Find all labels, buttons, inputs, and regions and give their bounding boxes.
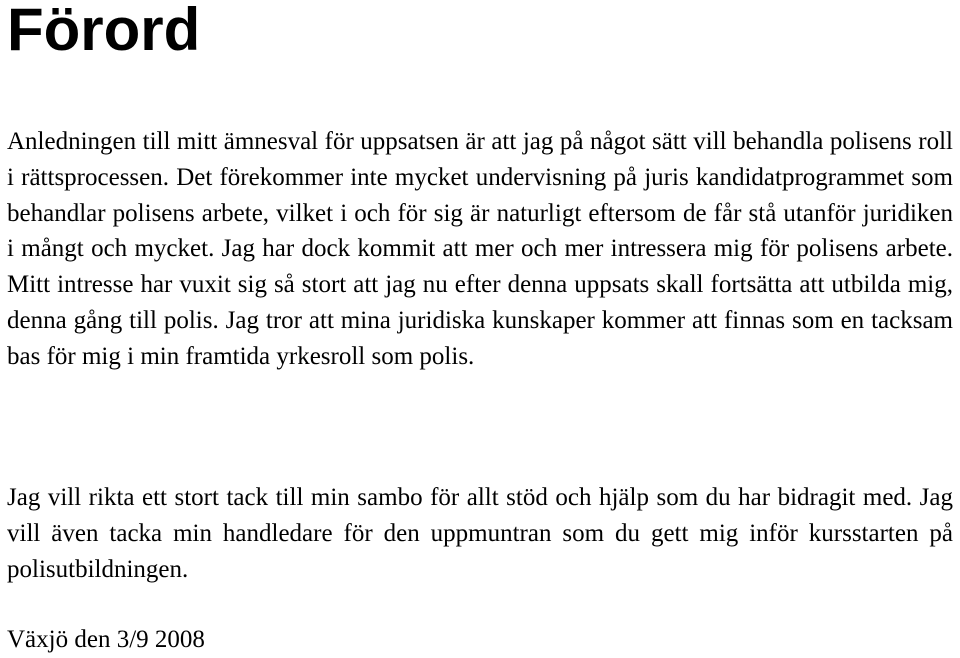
- paragraph-acknowledgements: Jag vill rikta ett stort tack till min sambo för allt stöd och hjälp som du har bidragit med. Jag vill även tacka min handledare för den uppmuntran som du gett mig inför kursstarten på polisutbildningen.: [7, 484, 953, 583]
- paragraph-motivation: Anledningen till mitt ämnesval för uppsatsen är att jag på något sätt vill behandla polisens roll i rättsprocessen. Det förekommer inte mycket undervisning på juris kandidatprogrammet som behandlar polisens arbete, vilket i och för sig är naturligt eftersom de får stå utanför juridiken i mångt och mycket. Jag har dock kommit att mer och mer intressera mig för polisens arbete. Mitt intresse har vuxit sig så stort att jag nu efter denna uppsats skall fortsätta att utbilda mig, denna gång till polis. Jag tror att mina juridiska kunskaper kommer att finnas som en tacksam bas för mig i min framtida yrkesroll som polis.: [7, 128, 953, 370]
- page-title: Förord: [7, 0, 201, 63]
- signature-place-date: Växjö den 3/9 2008: [7, 626, 205, 653]
